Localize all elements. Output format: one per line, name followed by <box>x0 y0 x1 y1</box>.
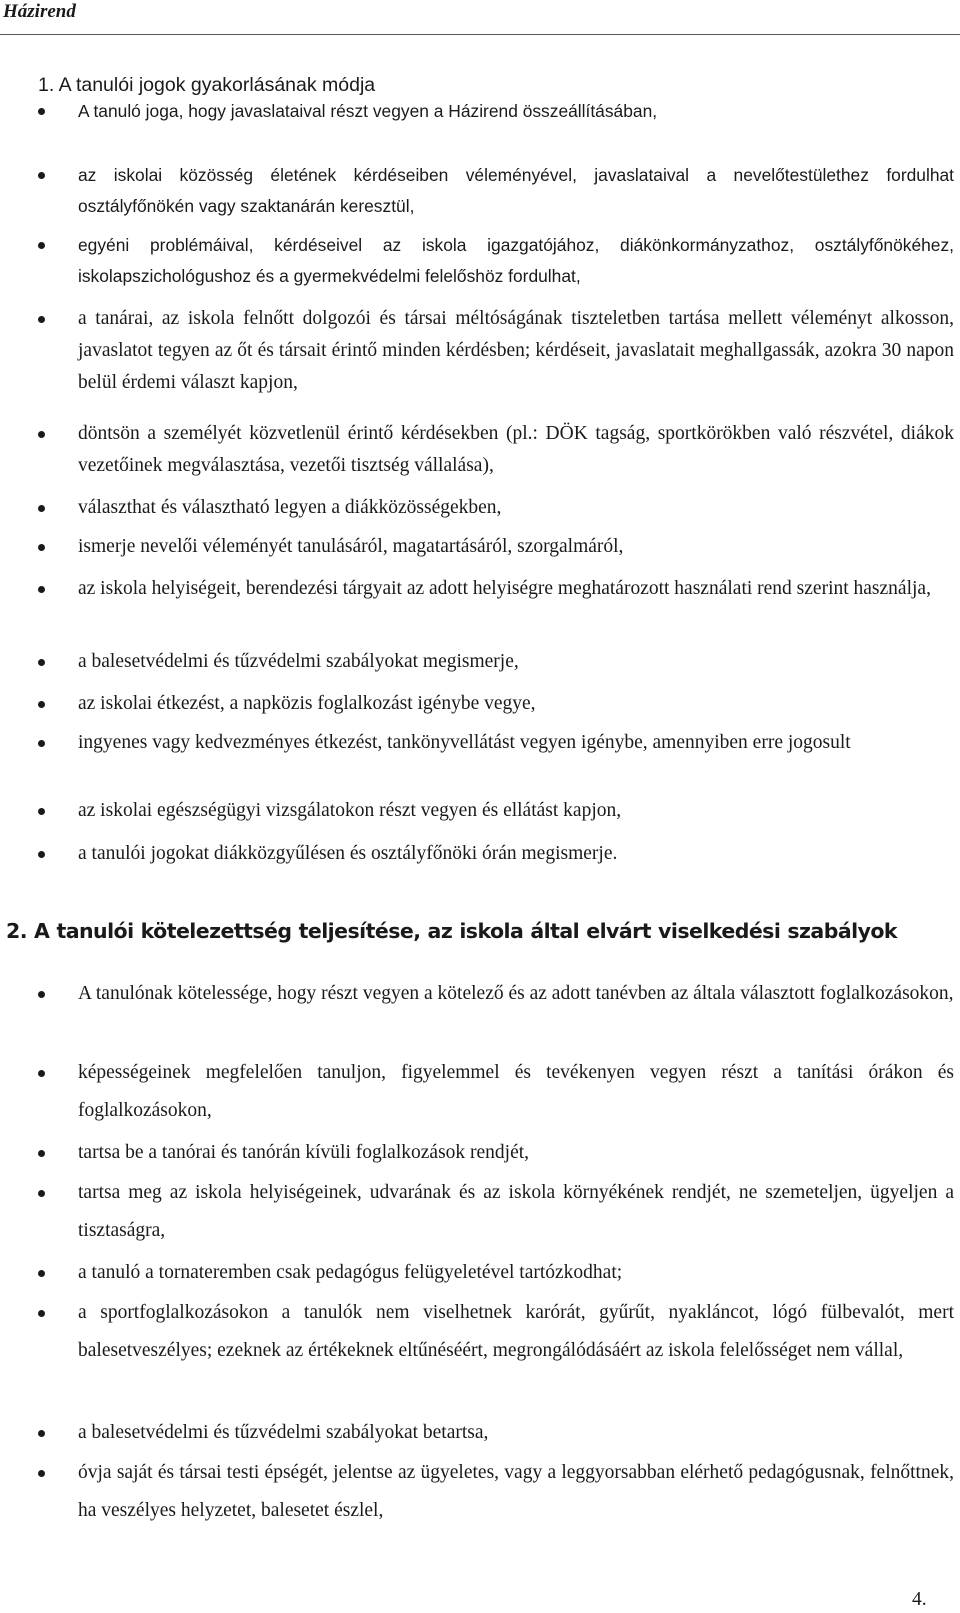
list-item-text: egyéni problémáival, kérdéseivel az iskola igazgatójához, diákönkormányzathoz, osztályfőnökéhez, iskolapszichológushoz és a gyermekvédelmi felelőshöz fordulhat, <box>78 235 954 286</box>
list-item-text: választhat és választható legyen a diákközösségekben, <box>78 497 502 518</box>
list-item-text: a tanárai, az iskola felnőtt dolgozói és társai méltóságának tiszteletben tartása mellett véleményt alkosson, javaslatot tegyen az őt és társait érintő minden kérdésben; kérdéseit, javaslatait meghallgassák, azokra 30 napon belül érdemi választ kapjon, <box>78 308 954 393</box>
bullet-icon <box>38 431 45 438</box>
bullet-icon <box>38 544 45 551</box>
list-item-text: az iskolai egészségügyi vizsgálatokon részt vegyen és ellátást kapjon, <box>78 800 622 821</box>
list-item-text: a tanuló a tornateremben csak pedagógus felügyeletével tartózkodhat; <box>78 1262 623 1283</box>
list-item-text: képességeinek megfelelően tanuljon, figyelemmel és tevékenyen vegyen részt a tanítási órákon és foglalkozásokon, <box>78 1062 954 1121</box>
bullet-icon <box>38 991 45 998</box>
bullet-icon <box>38 586 45 593</box>
list-item-text: az iskolai étkezést, a napközis foglalkozást igénybe vegye, <box>78 693 536 714</box>
list-item-text: a balesetvédelmi és tűzvédelmi szabályokat betartsa, <box>78 1422 489 1443</box>
list-item-text: a sportfoglalkozásokon a tanulók nem viselhetnek karórát, gyűrűt, nyakláncot, lógó fülbevalót, mert balesetveszélyes; ezeknek az értékeknek eltűnéséért, megrongálódásáért az iskola felelősséget nem vállal, <box>78 1302 954 1361</box>
page-number: 4. <box>912 1589 927 1610</box>
bullet-icon <box>38 740 45 747</box>
list-item-text: óvja saját és társai testi épségét, jelentse az ügyeletes, vagy a leggyorsabban elérhető pedagógusnak, felnőttnek, ha veszélyes helyzetet, balesetet észlel, <box>78 1462 954 1521</box>
bullet-icon <box>38 505 45 512</box>
bullet-icon <box>38 172 45 179</box>
list-item-text: a tanulói jogokat diákközgyűlésen és osztályfőnöki órán megismerje. <box>78 843 618 864</box>
bullet-icon <box>38 701 45 708</box>
section-1-heading: 1. A tanulói jogok gyakorlásának módja <box>38 74 376 96</box>
list-item-text: az iskolai közösség életének kérdéseiben véleményével, javaslataival a nevelőtestülethez fordulhat osztályfőnökén vagy szaktanárán keresztül, <box>78 165 954 216</box>
bullet-icon <box>38 1430 45 1437</box>
bullet-icon <box>38 1150 45 1157</box>
bullet-icon <box>38 1310 45 1317</box>
bullet-icon <box>38 1190 45 1197</box>
bullet-icon <box>38 1470 45 1477</box>
list-item-text: döntsön a személyét közvetlenül érintő kérdésekben (pl.: DÖK tagság, sportkörökben való részvétel, diákok vezetőinek megválasztása, vezetői tisztség vállalása), <box>78 423 954 476</box>
list-item-text: az iskola helyiségeit, berendezési tárgyait az adott helyiségre meghatározott használati rend szerint használja, <box>78 578 931 599</box>
bullet-icon <box>38 242 45 249</box>
page-header <box>0 0 960 35</box>
bullet-icon <box>38 1270 45 1277</box>
header-title: Házirend <box>3 1 76 22</box>
bullet-icon <box>38 316 45 323</box>
list-item-text: tartsa be a tanórai és tanórán kívüli foglalkozások rendjét, <box>78 1142 530 1163</box>
list-item-text: A tanuló joga, hogy javaslataival részt vegyen a Házirend összeállításában, <box>78 101 658 121</box>
list-item-text: a balesetvédelmi és tűzvédelmi szabályokat megismerje, <box>78 651 519 672</box>
list-item-text: ingyenes vagy kedvezményes étkezést, tankönyvellátást vegyen igénybe, amennyiben erre jogosult <box>78 732 851 753</box>
list-item-text: tartsa meg az iskola helyiségeinek, udvarának és az iskola környékének rendjét, ne szemeteljen, ügyeljen a tisztaságra, <box>78 1182 954 1241</box>
list-item-text: A tanulónak kötelessége, hogy részt vegyen a kötelező és az adott tanévben az általa választott foglalkozásokon, <box>78 983 954 1004</box>
bullet-icon <box>38 108 45 115</box>
bullet-icon <box>38 851 45 858</box>
list-item-text: ismerje nevelői véleményét tanulásáról, magatartásáról, szorgalmáról, <box>78 536 624 557</box>
bullet-icon <box>38 1070 45 1077</box>
bullet-icon <box>38 808 45 815</box>
bullet-icon <box>38 659 45 666</box>
section-2-heading: 2. A tanulói kötelezettség teljesítése, az iskola által elvárt viselkedési szabályok <box>6 919 898 943</box>
